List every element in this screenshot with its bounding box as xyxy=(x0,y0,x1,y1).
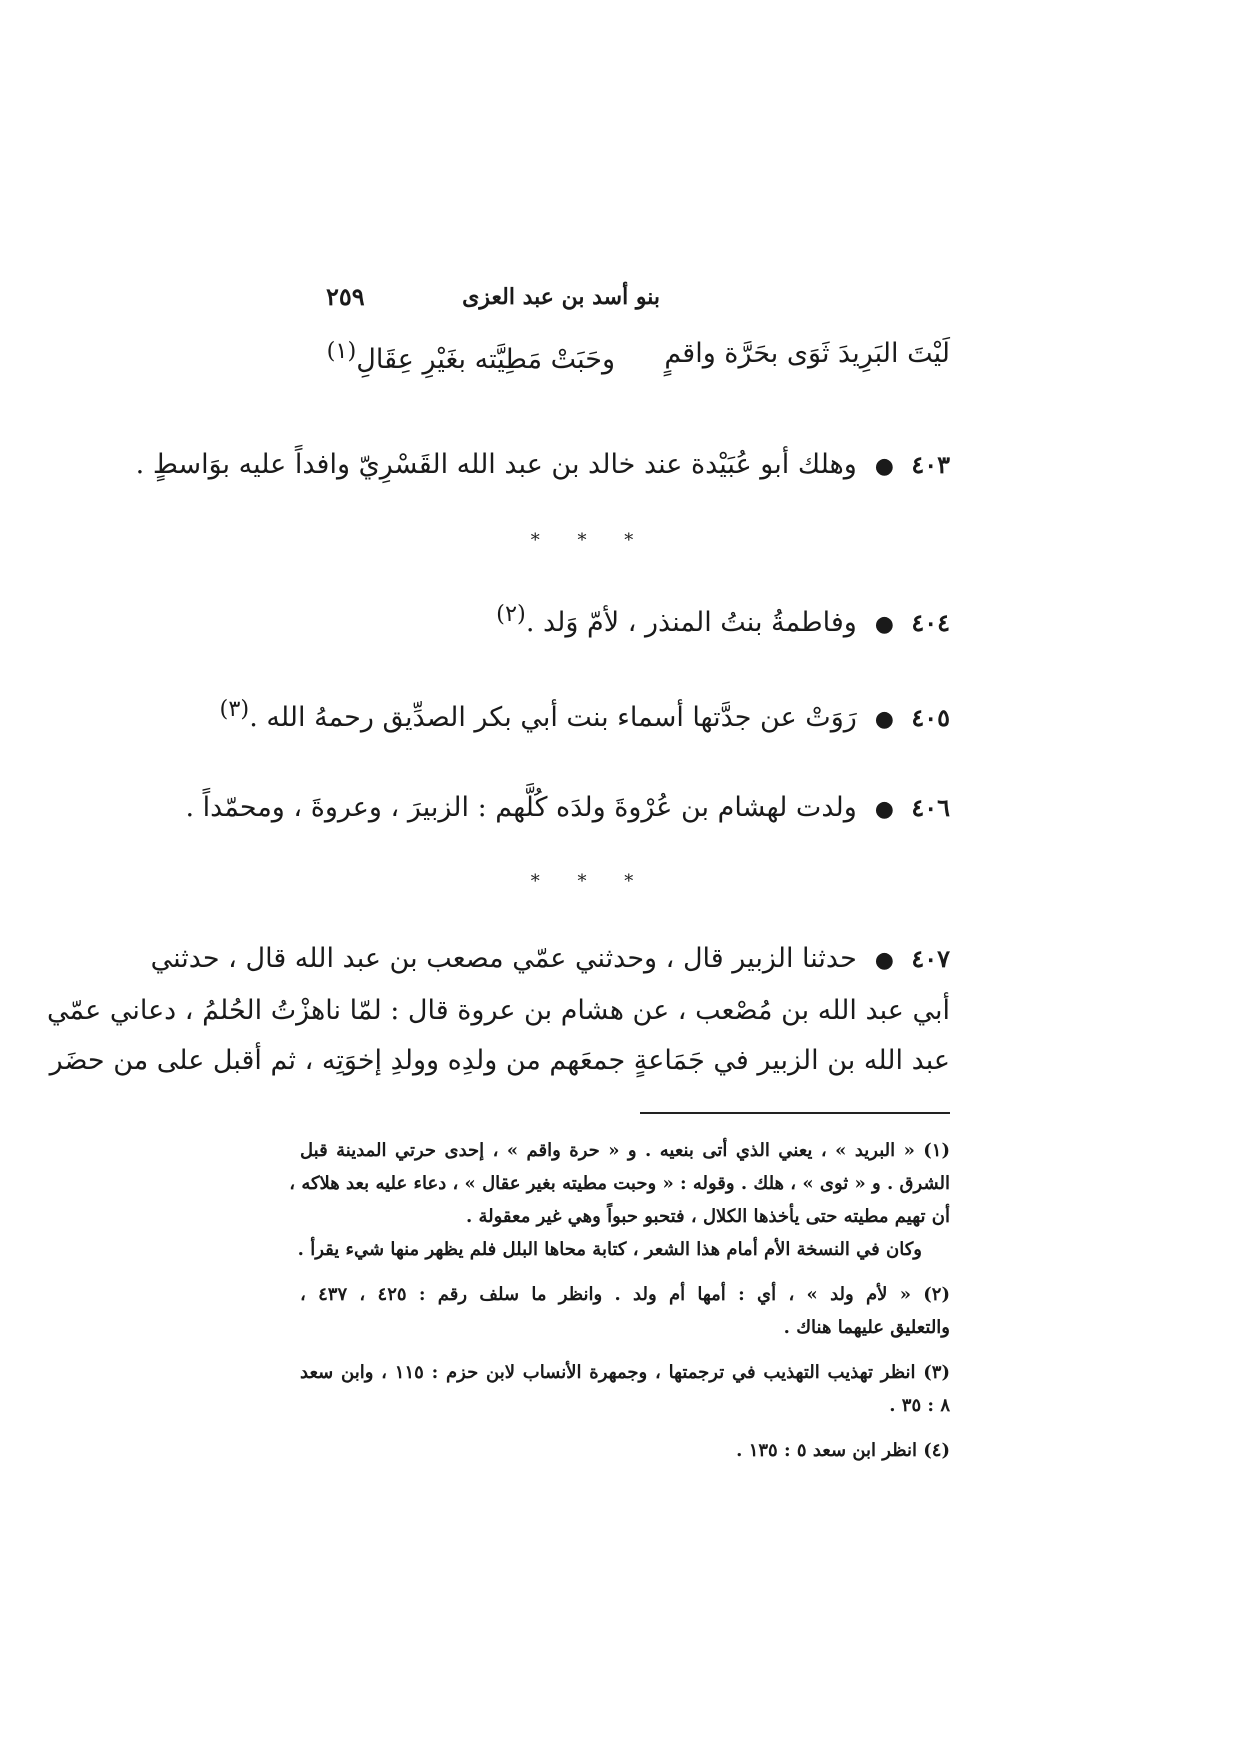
page-number: ٢٥٩ xyxy=(326,282,365,311)
footnote-1 xyxy=(289,1134,950,1266)
footnote-line: والتعليق عليهما هناك . xyxy=(783,1317,950,1338)
poem-verse xyxy=(300,330,950,390)
footnote-line: وكان في النسخة الأم أمام هذا الشعر ، كتابة محاها البلل فلم يظهر منها شيء يقرأ . xyxy=(297,1239,922,1260)
entry-407 xyxy=(47,934,950,1086)
bullet-icon: ● xyxy=(874,707,894,732)
entry-line: أبي عبد الله بن مُصْعب ، عن هشام بن عروة قال : لمّا ناهزْتُ الحُلمُ ، دعاني عمّي xyxy=(47,995,950,1026)
footnote-mark: (١) xyxy=(326,338,357,364)
entry-number: ٤٠٣ xyxy=(911,450,950,479)
entry-404 xyxy=(300,591,950,648)
footnote-4 xyxy=(300,1434,950,1467)
entry-text: وفاطمةُ بنتُ المنذر ، لأمّ وَلد . xyxy=(525,607,857,638)
bullet-icon: ● xyxy=(874,454,894,479)
bullet-icon: ● xyxy=(874,797,894,822)
entry-405 xyxy=(219,686,950,743)
entry-text: ولدت لهشام بن عُرْوةَ ولدَه كُلَّهم : الزبيرَ ، وعروةَ ، ومحمّداً . xyxy=(185,792,857,823)
entry-number: ٤٠٦ xyxy=(911,793,950,822)
footnote-line: أن تهيم مطيته حتى يأخذها الكلال ، فتحبو حبواً وهي غير معقولة . xyxy=(465,1206,950,1227)
entry-number: ٤٠٤ xyxy=(911,608,950,637)
bullet-icon: ● xyxy=(874,612,894,637)
entry-line: ٤٠٧●حدثنا الزبير قال ، وحدثني عمّي مصعب بن عبد الله قال ، حدثني xyxy=(300,934,950,986)
footnote-line: (٣) انظر تهذيب التهذيب في ترجمتها ، وجمهرة الأنساب لابن حزم : ١١٥ ، وابن سعد xyxy=(300,1362,950,1383)
verse-hemistich-first: لَيْتَ البَرِيدَ ثَوَى بحَرَّة واقمٍ xyxy=(664,338,950,369)
entry-line: عبد الله بن الزبير في جَمَاعةٍ جمعَهم من ولدِه وولدِ إخوَتِه ، ثم أقبل على من حضَر xyxy=(49,1045,950,1076)
footnote-3 xyxy=(300,1356,950,1422)
chapter-title: بنو أسد بن عبد العزى xyxy=(462,284,660,310)
entry-number: ٤٠٧ xyxy=(911,944,950,973)
footnote-line: (٢) « لأم ولد » ، أي : أمها أم ولد . وانظر ما سلف رقم : ٤٢٥ ، ٤٣٧ ، xyxy=(300,1284,950,1305)
footnote-line: ٨ : ٣٥ . xyxy=(889,1395,950,1416)
footnote-divider xyxy=(640,1112,950,1114)
footnote-2 xyxy=(300,1278,950,1344)
bullet-icon: ● xyxy=(874,948,894,973)
book-page xyxy=(47,280,950,1479)
footnote-mark: (٢) xyxy=(496,601,526,627)
footnote-line: (١) « البريد » ، يعني الذي أتى بنعيه . و « حرة واقم » ، إحدى حرتي المدينة قبل xyxy=(300,1140,950,1161)
section-separator: * * * xyxy=(530,530,650,551)
entry-403 xyxy=(135,442,950,490)
entry-text: رَوَتْ عن جدَّتها أسماء بنت أبي بكر الصدِّيق رحمهُ الله . xyxy=(249,702,857,733)
footnote-line: (٤) انظر ابن سعد ٥ : ١٣٥ . xyxy=(736,1440,950,1461)
entry-number: ٤٠٥ xyxy=(911,703,950,732)
verse-hemistich-second: وحَبَتْ مَطِيَّته بغَيْرِ عِقَالِ$^{(١)}$ xyxy=(326,338,615,375)
footnote-line: الشرق . و « ثوى » ، هلك . وقوله : « وحبت مطيته بغير عقال » ، دعاء عليه بعد هلاكه ، xyxy=(289,1173,950,1194)
section-separator: * * * xyxy=(530,871,650,892)
footnotes xyxy=(289,1134,950,1467)
entry-406 xyxy=(185,785,950,833)
footnote-mark: (٣) xyxy=(219,696,250,722)
entry-text: وهلك أبو عُبَيْدة عند خالد بن عبد الله القَسْرِيّ وافداً عليه بوَاسطٍ . xyxy=(135,449,857,480)
running-header xyxy=(300,280,950,320)
